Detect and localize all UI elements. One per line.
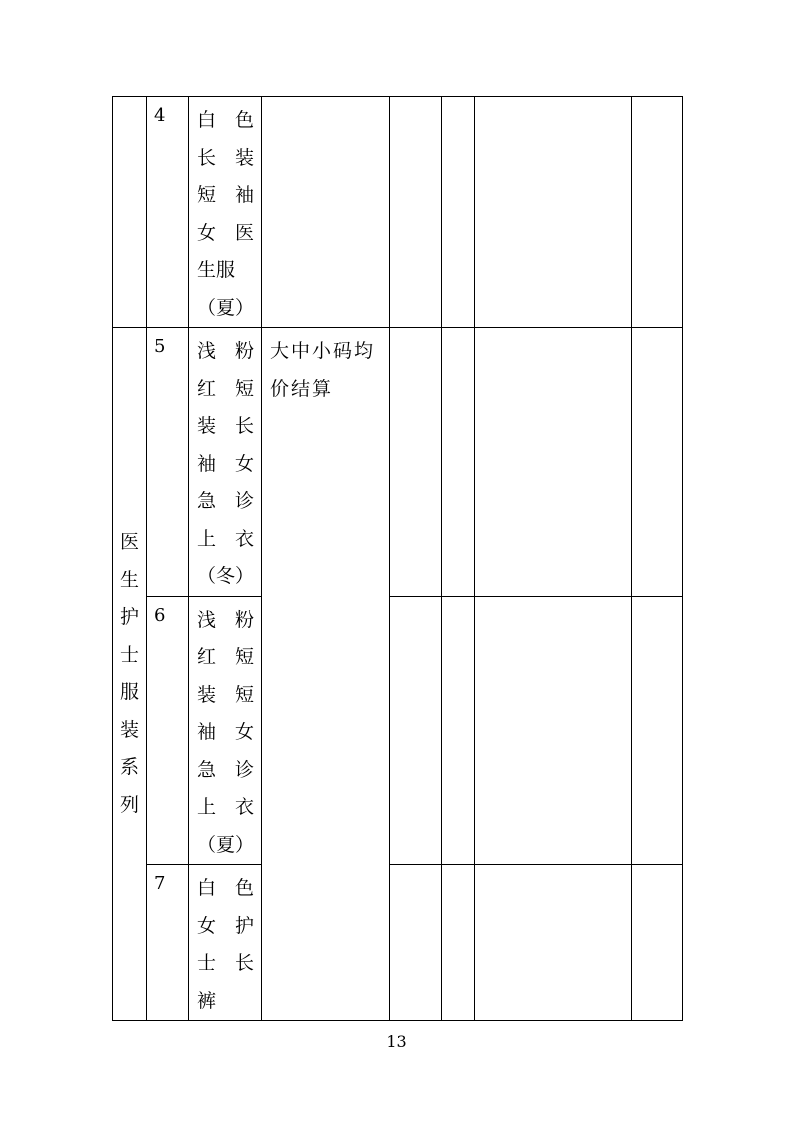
row-number: 5 — [147, 328, 189, 597]
name-line: （夏） — [197, 833, 255, 856]
category-label: 医生护士服装系列 — [119, 531, 139, 816]
table-row — [113, 865, 683, 1021]
empty-cell — [632, 596, 683, 865]
item-name — [189, 328, 262, 597]
name-line: 女 医 — [197, 221, 255, 244]
empty-cell — [442, 328, 475, 597]
item-name — [189, 97, 262, 328]
empty-cell — [390, 865, 442, 1021]
name-line: 浅 粉 — [197, 608, 255, 631]
name-line: 浅 粉 — [197, 340, 255, 362]
empty-cell — [475, 97, 632, 328]
spec-note: 大中小码均价结算 — [270, 340, 376, 400]
name-line: 上 衣 — [197, 527, 255, 550]
name-line: （夏） — [197, 296, 255, 319]
spec-cell — [262, 97, 390, 328]
name-line: 士 长 — [197, 952, 255, 974]
empty-cell — [632, 865, 683, 1021]
name-line: 红 短 — [197, 646, 255, 668]
spec-note-cell — [262, 328, 390, 1021]
empty-cell — [442, 596, 475, 865]
row-number: 4 — [147, 97, 189, 328]
item-name — [189, 865, 262, 1021]
name-line: （冬） — [197, 565, 255, 587]
table-row — [113, 596, 683, 865]
name-line: 女 护 — [197, 914, 255, 937]
name-line: 裤 — [197, 989, 217, 1012]
page-number: 13 — [386, 1032, 407, 1051]
name-line: 急 诊 — [197, 758, 255, 781]
item-name — [189, 596, 262, 865]
empty-cell — [632, 328, 683, 597]
name-line: 短 袖 — [197, 184, 255, 206]
empty-cell — [632, 97, 683, 328]
name-line: 长 装 — [197, 146, 255, 169]
name-line: 装 短 — [197, 683, 255, 706]
empty-cell — [390, 596, 442, 865]
empty-cell — [475, 865, 632, 1021]
name-line: 装 长 — [197, 415, 255, 437]
name-line: 生服 — [197, 259, 236, 281]
empty-cell — [442, 865, 475, 1021]
name-line: 红 短 — [197, 377, 255, 400]
product-table — [112, 96, 683, 1021]
empty-cell — [475, 328, 632, 597]
name-line: 急 诊 — [197, 490, 255, 512]
table-row — [113, 328, 683, 597]
name-line: 上 衣 — [197, 796, 255, 818]
empty-cell — [390, 97, 442, 328]
name-line: 袖 女 — [197, 452, 255, 475]
category-cell-empty — [113, 97, 147, 328]
name-line: 白 色 — [197, 109, 255, 131]
name-line: 袖 女 — [197, 721, 255, 743]
name-line: 白 色 — [197, 877, 255, 899]
row-number: 6 — [147, 596, 189, 865]
category-cell — [113, 328, 147, 1021]
row-number: 7 — [147, 865, 189, 1021]
empty-cell — [442, 97, 475, 328]
empty-cell — [475, 596, 632, 865]
empty-cell — [390, 328, 442, 597]
table-row — [113, 97, 683, 328]
